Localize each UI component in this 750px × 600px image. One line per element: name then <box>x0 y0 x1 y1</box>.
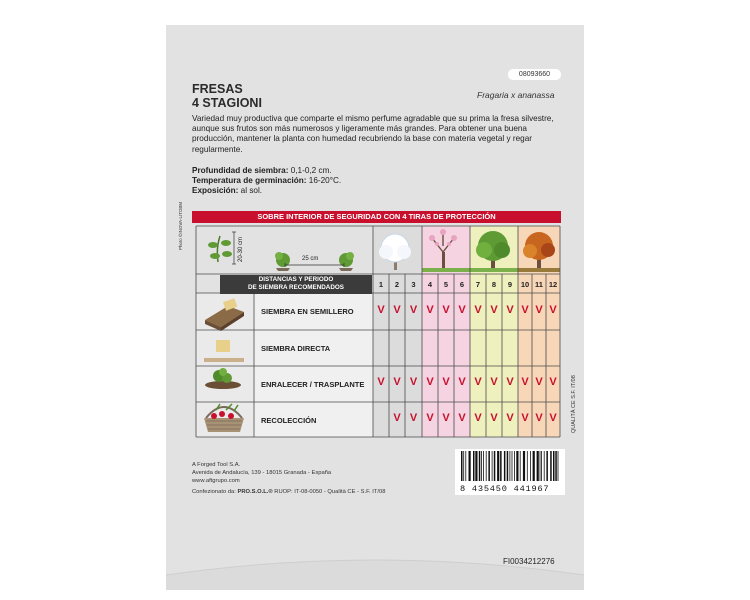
description: Variedad muy productiva que comparte el mismo perfume agradable que su prima la fresa silvestre, aunque sus frutos son más numerosos y ligeramente más grandes. Para obtener una buena producción, mantener la planta con humedad recubriendo la base con materia vegetal y regar regularmente. <box>192 114 554 154</box>
sowing-mark: V <box>409 412 418 424</box>
sowing-mark: V <box>393 304 401 316</box>
month-4: 4 <box>427 280 433 289</box>
packed-by: Confezionato da: PRO.S.O.L.® RUOP: IT-08-0050 - Qualità CE - S.F. IT/08 <box>192 489 386 495</box>
sowing-mark: V <box>393 376 401 388</box>
bottom-code: FI0034212276 <box>503 557 555 566</box>
sowing-mark: V <box>490 376 498 388</box>
sowing-mark: V <box>521 376 529 388</box>
barcode-bars <box>455 449 565 485</box>
sowing-mark: V <box>409 376 418 388</box>
row-label-transplant: ENRALECER / TRASPLANTE <box>261 380 365 389</box>
month-9: 9 <box>507 280 513 289</box>
month-2: 2 <box>394 280 400 289</box>
title-line-1: FRESAS <box>192 82 243 96</box>
sowing-mark: V <box>535 304 543 316</box>
qualita-side-text: QUALITÀ CE S.F. IT/08 <box>571 375 577 433</box>
title-line-2: 4 STAGIONI <box>192 96 262 110</box>
month-1: 1 <box>378 280 384 289</box>
spring-band <box>422 226 470 437</box>
month-3: 3 <box>411 280 416 289</box>
sowing-mark: V <box>426 412 434 424</box>
sowing-mark: V <box>458 412 466 424</box>
height-label: 20-30 cm <box>238 236 244 262</box>
sowing-mark: V <box>474 376 482 388</box>
sowing-mark: V <box>377 304 385 316</box>
company-website: www.aftgrupo.com <box>192 478 240 484</box>
latin-name: Fragaria x ananassa <box>477 90 555 100</box>
month-5: 5 <box>443 280 449 289</box>
sowing-mark: V <box>549 376 557 388</box>
row-label-harvest: RECOLECCIÓN <box>261 416 317 425</box>
sowing-mark: V <box>535 412 543 424</box>
sowing-mark: V <box>474 412 482 424</box>
photo-credit: Photo ©INOVA-LITOBM <box>178 201 183 250</box>
table-header-line-2: DE SIEMBRA RECOMENDADOS <box>248 284 344 291</box>
table-header <box>220 275 372 294</box>
company-info <box>192 461 331 485</box>
month-10: 10 <box>520 280 530 289</box>
sowing-mark: V <box>506 412 514 424</box>
sowing-mark: V <box>442 304 450 316</box>
spec-temperature: Temperatura de germinación: 16-20°C. <box>192 176 342 186</box>
security-banner: SOBRE INTERIOR DE SEGURIDAD CON 4 TIRAS DE PROTECCIÓN <box>192 211 561 223</box>
month-6: 6 <box>459 280 465 289</box>
sowing-mark: V <box>442 376 450 388</box>
company-name: A Forged Tool S.A. <box>192 462 241 468</box>
month-12: 12 <box>548 280 558 289</box>
sowing-mark: V <box>458 376 466 388</box>
product-code: 08093660 <box>508 69 561 80</box>
month-7: 7 <box>475 280 481 289</box>
sowing-mark: V <box>506 304 514 316</box>
sowing-mark: V <box>521 304 529 316</box>
month-8: 8 <box>491 280 497 289</box>
sowing-mark: V <box>393 412 401 424</box>
sowing-mark: V <box>409 304 418 316</box>
sowing-mark: V <box>506 376 514 388</box>
sowing-mark: V <box>442 412 450 424</box>
table-header-line-1: DISTANCIAS Y PERIODO <box>258 276 334 283</box>
sowing-mark: V <box>458 304 466 316</box>
spec-depth: Profundidad de siembra: 0,1-0,2 cm. <box>192 166 332 175</box>
spacing-diagram <box>208 232 354 271</box>
sowing-mark: V <box>474 304 482 316</box>
sowing-mark: V <box>490 412 498 424</box>
between-label: 25 cm <box>302 256 319 262</box>
row-label-seedbed: SIEMBRA EN SEMILLERO <box>261 307 354 316</box>
sowing-mark: V <box>490 304 498 316</box>
sowing-mark: V <box>521 412 529 424</box>
month-11: 11 <box>535 280 543 289</box>
sowing-mark: V <box>549 412 557 424</box>
barcode-number: 8 435450 441967 <box>460 484 550 494</box>
row-label-direct: SIEMBRA DIRECTA <box>261 344 331 353</box>
sowing-mark: V <box>535 376 543 388</box>
sowing-mark: V <box>426 376 434 388</box>
company-address: Avenida de Andalucía, 139 - 18015 Granada - España <box>192 470 332 476</box>
sowing-mark: V <box>377 376 385 388</box>
spec-exposure: Exposición: al sol. <box>192 186 263 196</box>
sowing-mark: V <box>426 304 434 316</box>
sowing-mark: V <box>549 304 557 316</box>
